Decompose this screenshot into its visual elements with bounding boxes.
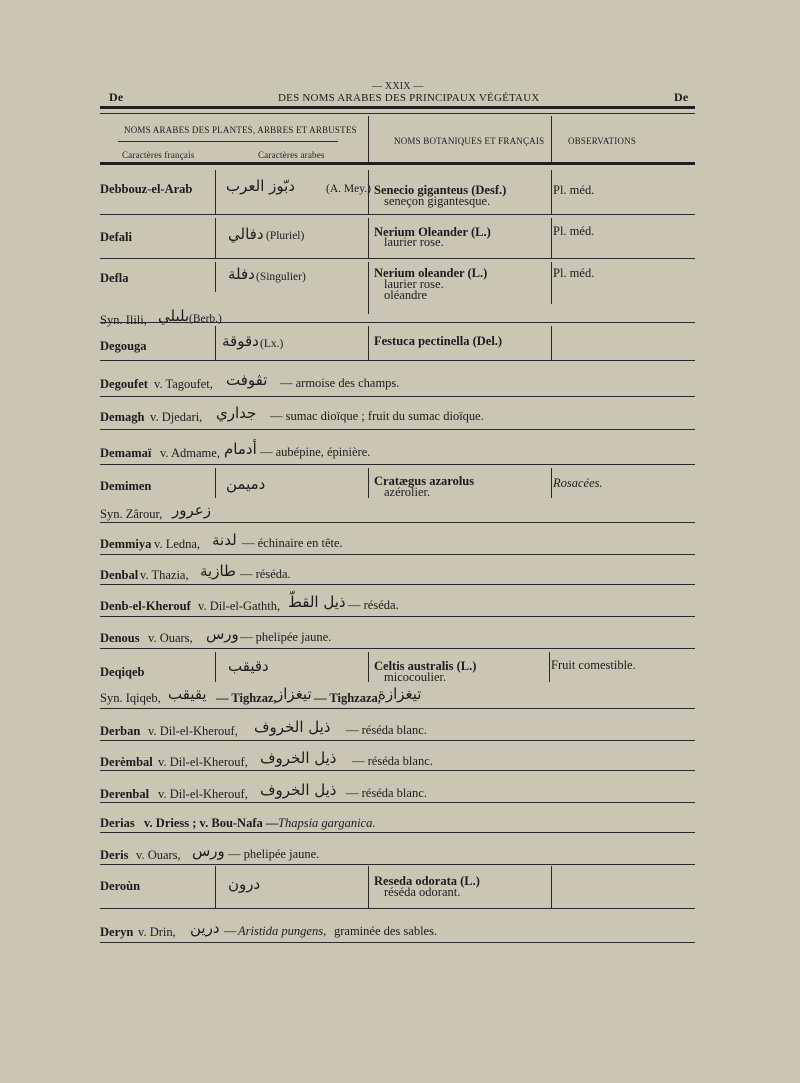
entry-description: — aubépine, épinière. [260, 445, 371, 459]
table-divider [368, 468, 369, 498]
entry-name: Demagh [100, 410, 145, 424]
arabic-name: درين [190, 919, 220, 937]
entry-reference: v. Dil-el-Kherouf, [148, 724, 238, 738]
table-divider [551, 218, 552, 258]
entry-rule [100, 214, 695, 215]
observation: Pl. méd. [553, 224, 595, 238]
entry-description: — réséda. [348, 598, 399, 612]
header-rule [100, 106, 695, 109]
table-divider [368, 170, 369, 214]
table-divider [215, 326, 216, 360]
entry-rule [100, 522, 695, 523]
header-rule-thin [100, 113, 695, 114]
entry-note: (Pluriel) [266, 230, 305, 242]
entry-description-end: graminée des sables. [334, 924, 438, 938]
arabic-name: ذيل الخروف [260, 749, 337, 767]
entry-rule [100, 708, 695, 709]
entry-name: Deqiqeb [100, 665, 145, 679]
entry-description: — réséda blanc. [346, 723, 427, 737]
entry-name: Denbal [100, 568, 139, 582]
table-divider [215, 218, 216, 258]
french-name: laurier rose. [384, 235, 444, 249]
entry-description: — sumac dioïque ; fruit du sumac dioïque. [270, 409, 484, 423]
synonym-arabic: يليلي [158, 307, 190, 325]
synonym-continuation: — Tighzaz, [216, 691, 277, 705]
botanical-name: Festuca pectinella (Del.) [374, 334, 503, 348]
arabic-name: دقيقب [228, 657, 269, 675]
entry-reference: v. Ouars, [136, 848, 181, 862]
observation: Rosacées. [553, 476, 603, 490]
botanical-name: Cratægus azarolus [374, 474, 475, 488]
entry-name: Demamaï [100, 446, 152, 460]
entry-rule [100, 908, 695, 909]
arabic-name: دبّوز العرب [226, 177, 295, 195]
entry-reference: v. Dil-el-Kherouf, [158, 787, 248, 801]
table-divider [215, 262, 216, 292]
botanical-name: Senecio giganteus (Desf.) [374, 183, 507, 197]
entry-name: Deryn [100, 925, 134, 939]
entry-rule [100, 616, 695, 617]
entry-name: Deris [100, 848, 129, 862]
synonym-note: (Berb.) [189, 313, 222, 325]
synonym-label: Syn. Iqiqeb, [100, 691, 161, 705]
arabic-name: ذيل الخروف [260, 781, 337, 799]
table-divider [368, 262, 369, 314]
entry-description: — phelipée jaune. [228, 847, 320, 861]
entry-description: — réséda blanc. [352, 754, 433, 768]
entry-name: Demimen [100, 479, 152, 493]
arabic-name: ورس [206, 625, 239, 643]
table-divider [551, 468, 552, 498]
arabic-name: دفالي [228, 225, 264, 243]
botanical-name: Nerium Oleander (L.) [374, 225, 491, 239]
entry-name: Defali [100, 230, 132, 244]
entry-description: — phelipée jaune. [240, 630, 332, 644]
entry-rule [100, 396, 695, 397]
entry-description: — réséda. [240, 567, 291, 581]
arabic-name: دفلة [228, 265, 255, 283]
column-divider [551, 116, 552, 162]
entry-rule [100, 802, 695, 803]
entry-name: Derenbal [100, 787, 150, 801]
table-divider [551, 866, 552, 908]
synonym-label: Syn. Ilili, [100, 313, 147, 327]
table-divider [368, 218, 369, 258]
header-left-mark: De [109, 90, 124, 104]
entry-description: — [224, 924, 237, 938]
entry-note: (Singulier) [256, 271, 306, 283]
arabic-name: دميمن [226, 475, 266, 493]
french-name: réséda odorant. [384, 885, 461, 899]
entry-reference: v. Driess ; v. Bou-Nafa — [144, 816, 279, 830]
table-divider [368, 326, 369, 360]
arabic-name: طازية [200, 562, 236, 580]
column-botanical: NOMS BOTANIQUES ET FRANÇAIS [394, 136, 545, 146]
entry-description: Thapsia garganica. [278, 816, 376, 830]
entry-name: Defla [100, 271, 129, 285]
entry-description-italic: Aristida pungens, [238, 924, 327, 938]
entry-rule [100, 554, 695, 555]
entry-reference: v. Dil-el-Gathth, [198, 599, 281, 613]
french-name: laurier rose. [384, 277, 444, 291]
entry-name: Derban [100, 724, 141, 738]
column-group-rule [118, 141, 338, 142]
entry-description: — échinaire en tête. [242, 536, 343, 550]
entry-rule [100, 648, 695, 649]
entry-reference: v. Ouars, [148, 631, 193, 645]
column-french-chars: Caractères français [122, 150, 195, 160]
column-observations: OBSERVATIONS [568, 136, 637, 146]
entry-name: Derèmbal [100, 755, 153, 769]
synonym-label: Syn. Zârour, [100, 507, 163, 521]
arabic-name: لدنة [212, 531, 237, 549]
entry-rule [100, 770, 695, 771]
entry-note: (Lx.) [260, 338, 284, 350]
table-divider [215, 652, 216, 682]
entry-name: Debbouz-el-Arab [100, 182, 193, 196]
entry-name: Degouga [100, 339, 147, 353]
arabic-name: درون [228, 875, 261, 893]
entry-rule [100, 740, 695, 741]
entry-name: Demmiya [100, 537, 152, 551]
entry-name: Deroùn [100, 879, 141, 893]
arabic-name: ذيل الخروف [254, 718, 331, 736]
entry-rule [100, 360, 695, 361]
observation: Pl. méd. [553, 183, 595, 197]
synonym-arabic: زعرور [172, 501, 211, 519]
table-divider [215, 866, 216, 908]
entry-name: Degoufet [100, 377, 148, 391]
entry-name: Denous [100, 631, 140, 645]
entry-rule [100, 464, 695, 465]
column-header-rule [100, 162, 695, 165]
entry-description: — réséda blanc. [346, 786, 427, 800]
french-name-alt: oléandre [384, 288, 428, 302]
entry-note: (A. Mey.) [326, 183, 371, 195]
page-title: DES NOMS ARABES DES PRINCIPAUX VÉGÉTAUX [278, 92, 540, 104]
synonym-arabic: تيغزازة [378, 685, 422, 703]
entry-description: — armoise des champs. [280, 376, 400, 390]
column-arabic-chars: Caractères arabes [258, 150, 325, 160]
column-divider [368, 116, 369, 162]
arabic-name: دقوقة [222, 332, 259, 350]
table-divider [368, 652, 369, 682]
entry-reference: v. Ledna, [154, 537, 201, 551]
entry-reference: v. Drin, [138, 925, 176, 939]
entry-rule [100, 322, 695, 323]
entry-reference: v. Admame, [160, 446, 220, 460]
table-divider [215, 170, 216, 214]
entry-rule [100, 942, 695, 943]
entry-rule [100, 258, 695, 259]
synonym-arabic: يقيقب [168, 685, 207, 703]
entry-rule [100, 832, 695, 833]
synonym-continuation: — Tighzaza, [314, 691, 381, 705]
synonym-arabic: تيغزاز [276, 685, 312, 703]
french-name: micocoulier. [384, 670, 447, 684]
french-name: azérolier. [384, 485, 431, 499]
entry-reference: v. Tagoufet, [154, 377, 213, 391]
observation: Fruit comestible. [551, 658, 636, 672]
botanical-name: Nerium oleander (L.) [374, 266, 488, 280]
table-divider [551, 262, 552, 304]
header-right-mark: De [674, 90, 689, 104]
entry-rule [100, 429, 695, 430]
entry-name: Denb-el-Kherouf [100, 599, 191, 613]
page-number: — XXIX — [372, 81, 424, 92]
entry-reference: v. Thazia, [140, 568, 189, 582]
arabic-name: أدمام [224, 440, 257, 458]
entry-rule [100, 584, 695, 585]
table-divider [215, 468, 216, 498]
arabic-name: ورس [192, 842, 225, 860]
entry-name: Derias [100, 816, 135, 830]
entry-reference: v. Djedari, [150, 410, 203, 424]
arabic-name: جداري [216, 404, 257, 422]
botanical-name: Reseda odorata (L.) [374, 874, 480, 888]
arabic-name: تڨوفت [226, 371, 268, 389]
arabic-name: ذيل القطّ [288, 593, 346, 611]
french-name: seneçon gigantesque. [384, 194, 491, 208]
botanical-name: Celtis australis (L.) [374, 659, 477, 673]
table-divider [551, 170, 552, 214]
entry-reference: v. Dil-el-Kherouf, [158, 755, 248, 769]
table-divider [368, 866, 369, 908]
column-group-title: NOMS ARABES DES PLANTES, ARBRES ET ARBUSTES [124, 125, 357, 135]
entry-rule [100, 864, 695, 865]
table-divider [551, 326, 552, 360]
observation: Pl. méd. [553, 266, 595, 280]
table-divider [549, 652, 550, 682]
